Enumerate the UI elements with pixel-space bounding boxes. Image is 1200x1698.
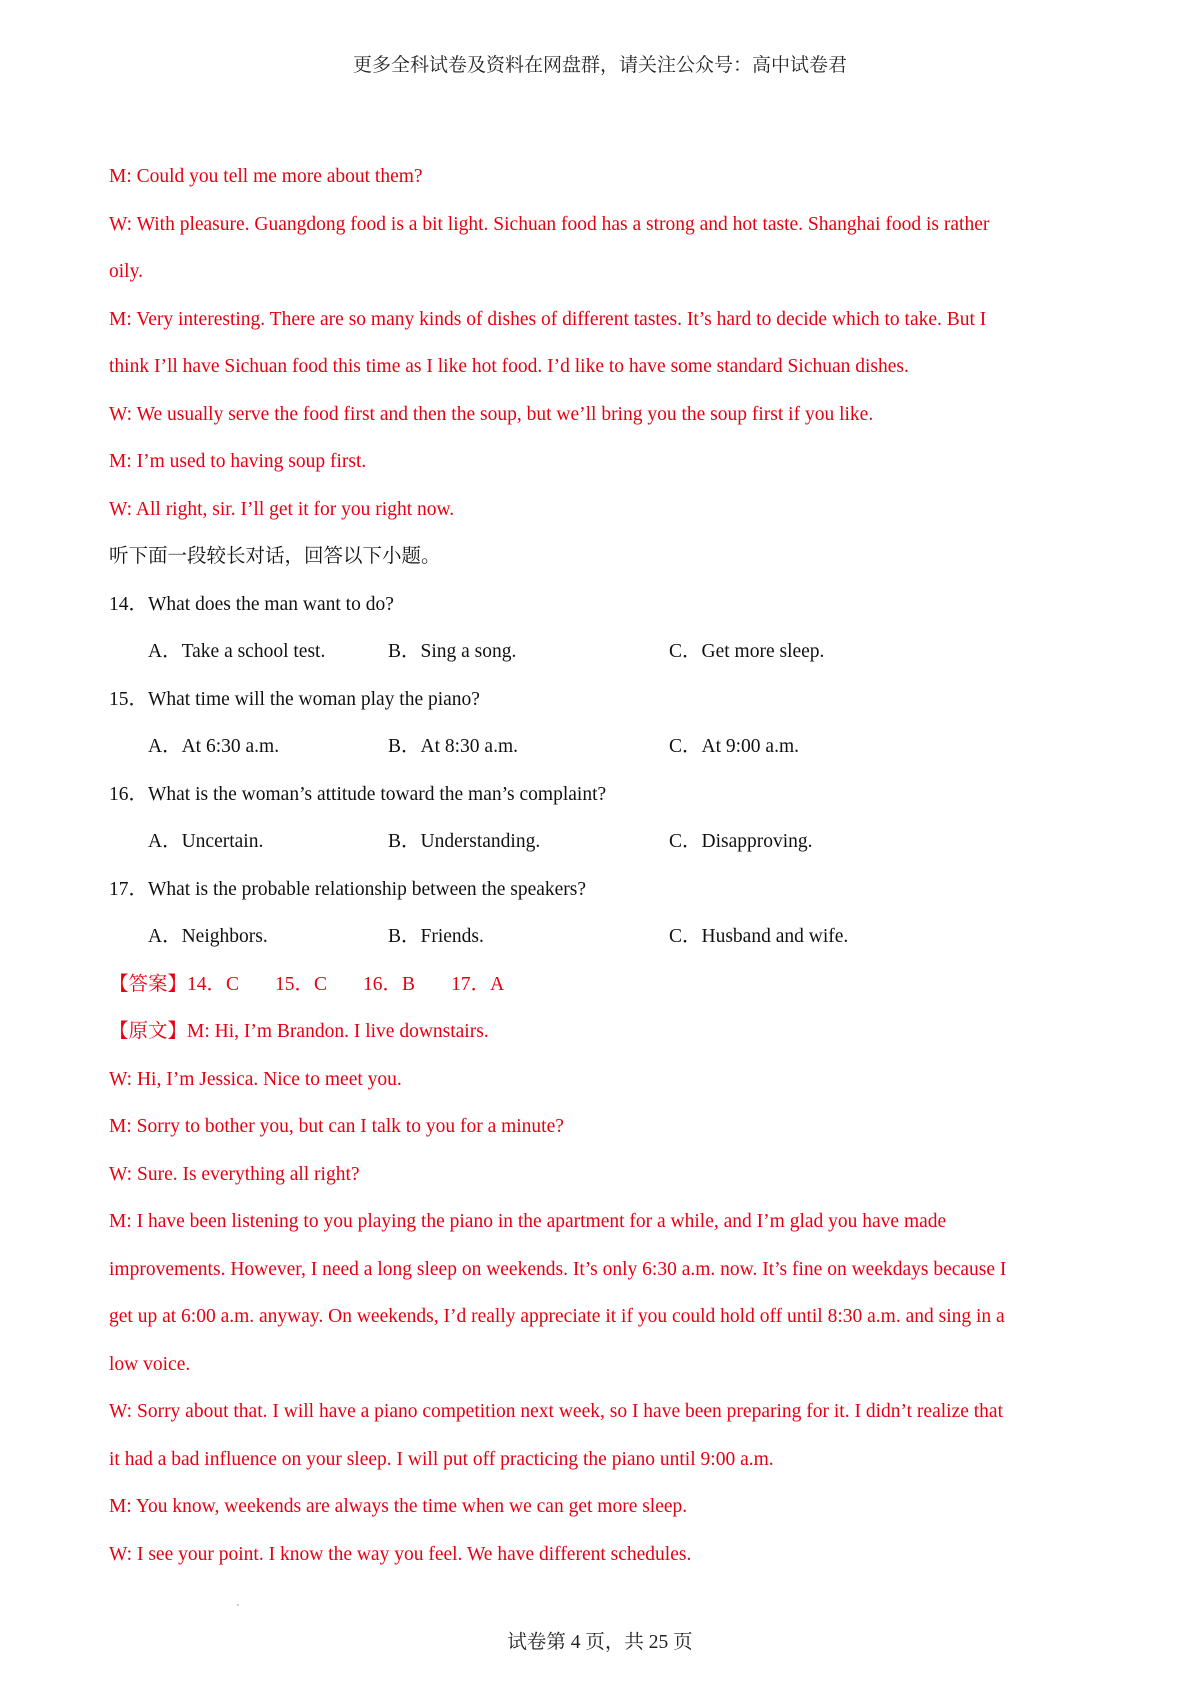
transcript-line: low voice.	[109, 1353, 191, 1375]
transcript-line: think I’ll have Sichuan food this time as I like hot food. I’d like to have some standard Sichuan dishes.	[109, 356, 909, 377]
original-text	[109, 1008, 1101, 1056]
answer-item: 15．C	[275, 973, 328, 995]
transcript-line: W: All right, sir. I’ll get it for you right now.	[109, 498, 455, 520]
page-content	[109, 153, 1101, 1578]
transcript-line: M: I’m used to having soup first.	[109, 451, 367, 472]
question-stem: 14．What does the man want to do?	[109, 593, 394, 615]
transcript-line: W: With pleasure. Guangdong food is a bit light. Sichuan food has a strong and hot taste. Shanghai food is rather	[109, 213, 990, 235]
option-a: A．Take a school test.	[148, 641, 326, 662]
question-stem: 15．What time will the woman play the piano?	[109, 688, 480, 710]
option-a: A．At 6:30 a.m.	[148, 736, 280, 757]
transcript-line: it had a bad influence on your sleep. I will put off practicing the piano until 9:00 a.m.	[109, 1448, 774, 1470]
option-c: C．Get more sleep.	[669, 641, 825, 662]
question-16	[109, 771, 1101, 866]
transcript-line: W: Hi, I’m Jessica. Nice to meet you.	[109, 1068, 402, 1090]
option-c: C．Husband and wife.	[669, 926, 849, 947]
answer-item: 14．C	[187, 973, 240, 995]
transcript-line: W: Sorry about that. I will have a piano competition next week, so I have been preparing for it. I didn’t realize that	[109, 1401, 1004, 1422]
transcript-line: get up at 6:00 a.m. anyway. On weekends, I’d really appreciate it if you could hold off until 8:30 a.m. and sing in a	[109, 1306, 1005, 1327]
section-instruction: 听下面一段较长对话，回答以下小题。	[109, 546, 441, 567]
question-15	[109, 676, 1101, 771]
transcript-line: M: Hi, I’m Brandon. I live downstairs.	[187, 1021, 489, 1042]
transcript-section-2	[109, 1056, 1101, 1579]
transcript-line: M: You know, weekends are always the time when we can get more sleep.	[109, 1496, 688, 1517]
transcript-line: M: Could you tell me more about them?	[109, 166, 423, 187]
option-c: C．At 9:00 a.m.	[669, 736, 799, 757]
transcript-line: M: Very interesting. There are so many kinds of dishes of different tastes. It’s hard to decide which to take. But I	[109, 308, 987, 330]
transcript-line: W: Sure. Is everything all right?	[109, 1163, 360, 1185]
transcript-line: M: I have been listening to you playing the piano in the apartment for a while, and I’m glad you have made	[109, 1211, 947, 1232]
original-label: 【原文】	[109, 1021, 188, 1042]
option-b: B．Understanding.	[388, 831, 541, 852]
question-stem: 17．What is the probable relationship between the speakers?	[109, 878, 587, 900]
scan-speck	[237, 1604, 239, 1606]
option-b: B．Sing a song.	[388, 641, 517, 662]
question-options	[109, 723, 1101, 771]
question-14	[109, 581, 1101, 676]
page-footer: 试卷第 4 页，共 25 页	[507, 1632, 693, 1653]
question-options	[109, 818, 1101, 866]
option-b: B．Friends.	[388, 926, 484, 947]
transcript-section-1	[109, 153, 1101, 533]
option-a: A．Uncertain.	[148, 831, 264, 852]
option-a: A．Neighbors.	[148, 926, 268, 947]
transcript-line: W: I see your point. I know the way you feel. We have different schedules.	[109, 1543, 692, 1565]
page-header: 更多全科试卷及资料在网盘群，请关注公众号：高中试卷君	[352, 55, 847, 76]
question-stem: 16．What is the woman’s attitude toward the man’s complaint?	[109, 783, 607, 805]
answer-label: 【答案】	[109, 973, 188, 995]
answer-key	[109, 961, 1101, 1009]
question-options	[109, 628, 1101, 676]
transcript-line: W: We usually serve the food first and then the soup, but we’ll bring you the soup first if you like.	[109, 403, 874, 425]
transcript-line: oily.	[109, 261, 143, 282]
answer-item: 17．A	[451, 973, 505, 995]
question-options	[109, 913, 1101, 961]
answer-item: 16．B	[363, 973, 416, 995]
transcript-line: improvements. However, I need a long sleep on weekends. It’s only 6:30 a.m. now. It’s fine on weekdays because I	[109, 1258, 1007, 1280]
option-c: C．Disapproving.	[669, 831, 813, 852]
option-b: B．At 8:30 a.m.	[388, 736, 518, 757]
question-17	[109, 866, 1101, 961]
transcript-line: M: Sorry to bother you, but can I talk to you for a minute?	[109, 1116, 564, 1137]
